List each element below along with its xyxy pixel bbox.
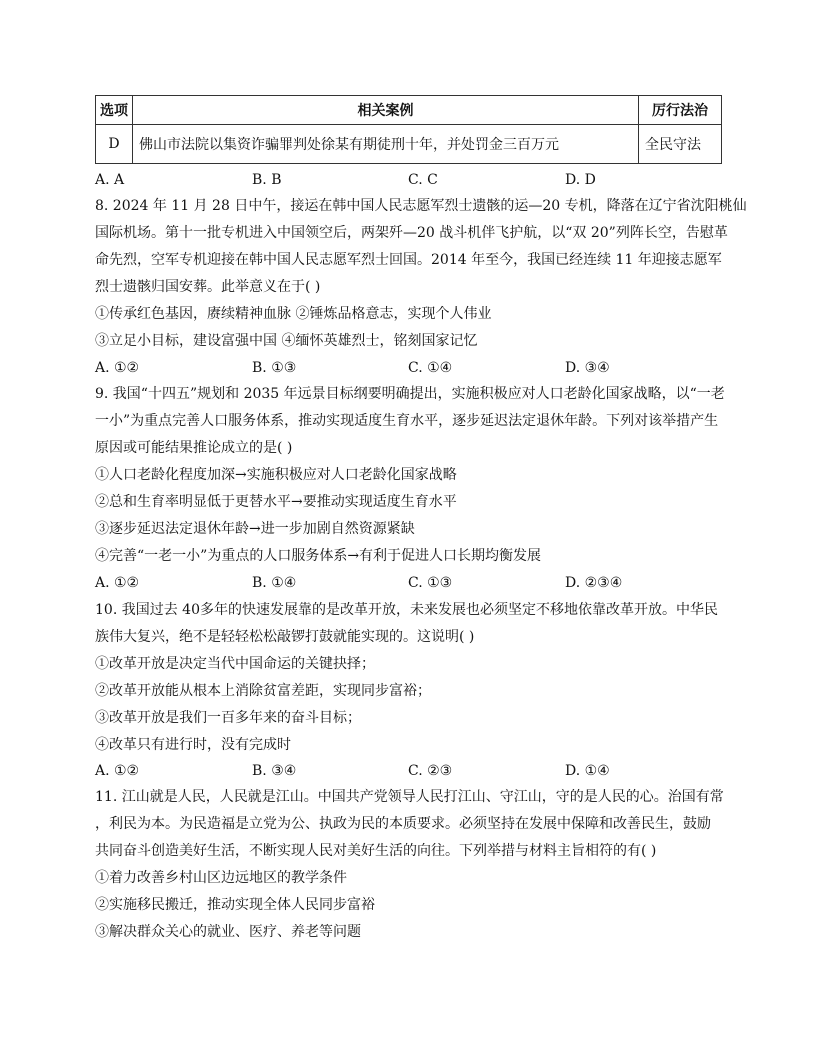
q10-option-b: B. ③④	[252, 763, 297, 779]
q11-statement-3: ③解决群众关心的就业、医疗、养老等问题	[95, 924, 361, 940]
q7-option-c: C. C	[408, 172, 438, 188]
q8-statement-1-2: ①传承红色基因，赓续精神血脉 ②锤炼品格意志，实现个人伟业	[95, 306, 492, 322]
q8-option-a: A. ①②	[95, 360, 140, 376]
q8-option-b: B. ①③	[252, 360, 297, 376]
case-table	[95, 95, 722, 164]
q10-option-a: A. ①②	[95, 763, 140, 779]
header-option: 选项	[96, 96, 133, 125]
q9-line-2: 一小”为重点完善人口服务体系，推动实现适度生育水平，逐步延迟法定退休年龄。下列对该举措产生	[95, 413, 719, 429]
q10-statement-2: ②改革开放能从根本上消除贫富差距，实现同步富裕；	[95, 683, 431, 699]
q10-statement-4: ④改革只有进行时，没有完成时	[95, 737, 291, 753]
q9-statement-2: ②总和生育率明显低于更替水平→要推动实现适度生育水平	[95, 494, 457, 510]
q9-line-1: 9. 我国“十四五”规划和 2035 年远景目标纲要明确提出，实施积极应对人口老龄化国家战略，以“一老	[95, 386, 725, 402]
q11-statement-1: ①着力改善乡村山区边远地区的教学条件	[95, 870, 347, 886]
q7-option-a: A. A	[95, 172, 125, 188]
header-case: 相关案例	[133, 96, 639, 125]
row-option: D	[96, 125, 133, 164]
table-row	[96, 125, 722, 164]
q8-line-4: 烈士遗骸归国安葬。此举意义在于( )	[95, 279, 321, 295]
q11-line-1: 11. 江山就是人民，人民就是江山。中国共产党领导人民打江山、守江山，守的是人民的心。治国有常	[95, 789, 724, 805]
row-case: 佛山市法院以集资诈骗罪判处徐某有期徒刑十年，并处罚金三百万元	[133, 125, 639, 164]
q8-statement-3-4: ③立足小目标，建设富强中国 ④缅怀英雄烈士，铭刻国家记忆	[95, 333, 478, 349]
q11-line-3: 共同奋斗创造美好生活，不断实现人民对美好生活的向往。下列举措与材料主旨相符的有( )	[95, 843, 657, 859]
q11-line-2: ，利民为本。为民造福是立党为公、执政为民的本质要求。必须坚持在发展中保障和改善民生，鼓励	[95, 816, 711, 832]
q9-statement-1: ①人口老龄化程度加深→实施积极应对人口老龄化国家战略	[95, 467, 457, 483]
q8-option-d: D. ③④	[565, 360, 610, 376]
q9-statement-3: ③逐步延迟法定退休年龄→进一步加剧自然资源紧缺	[95, 521, 415, 537]
q10-statement-1: ①改革开放是决定当代中国命运的关键抉择；	[95, 656, 375, 672]
table-header-row	[96, 96, 722, 125]
q10-option-d: D. ①④	[565, 763, 610, 779]
q9-option-a: A. ①②	[95, 575, 140, 591]
q8-option-c: C. ①④	[408, 360, 453, 376]
q10-option-c: C. ②③	[408, 763, 453, 779]
q9-option-c: C. ①③	[408, 575, 453, 591]
q9-option-b: B. ①④	[252, 575, 297, 591]
q9-statement-4: ④完善“一老一小”为重点的人口服务体系→有利于促进人口长期均衡发展	[95, 548, 542, 564]
q8-line-3: 命先烈，空军专机迎接在韩中国人民志愿军烈士回国。2014 年至今，我国已经连续 11 年迎接志愿军	[95, 252, 722, 268]
q7-option-b: B. B	[252, 172, 282, 188]
q7-option-d: D. D	[565, 172, 596, 188]
q8-line-1: 8. 2024 年 11 月 28 日中午，接运在韩中国人民志愿军烈士遗骸的运—20 专机，降落在辽宁省沈阳桃仙	[95, 198, 747, 214]
q9-option-d: D. ②③④	[565, 575, 623, 591]
header-rule-of-law: 厉行法治	[639, 96, 722, 125]
q10-line-2: 族伟大复兴，绝不是轻轻松松敲锣打鼓就能实现的。这说明( )	[95, 629, 475, 645]
q8-line-2: 国际机场。第十一批专机进入中国领空后，两架歼—20 战斗机伴飞护航，以“双 20”列阵长空，告慰革	[95, 225, 728, 241]
q11-statement-2: ②实施移民搬迁，推动实现全体人民同步富裕	[95, 897, 375, 913]
q9-line-3: 原因或可能结果推论成立的是( )	[95, 440, 293, 456]
q10-line-1: 10. 我国过去 40多年的快速发展靠的是改革开放，未来发展也必须坚定不移地依靠改革开放。中华民	[95, 602, 718, 618]
row-rule-of-law: 全民守法	[639, 125, 722, 164]
q10-statement-3: ③改革开放是我们一百多年来的奋斗目标；	[95, 710, 361, 726]
